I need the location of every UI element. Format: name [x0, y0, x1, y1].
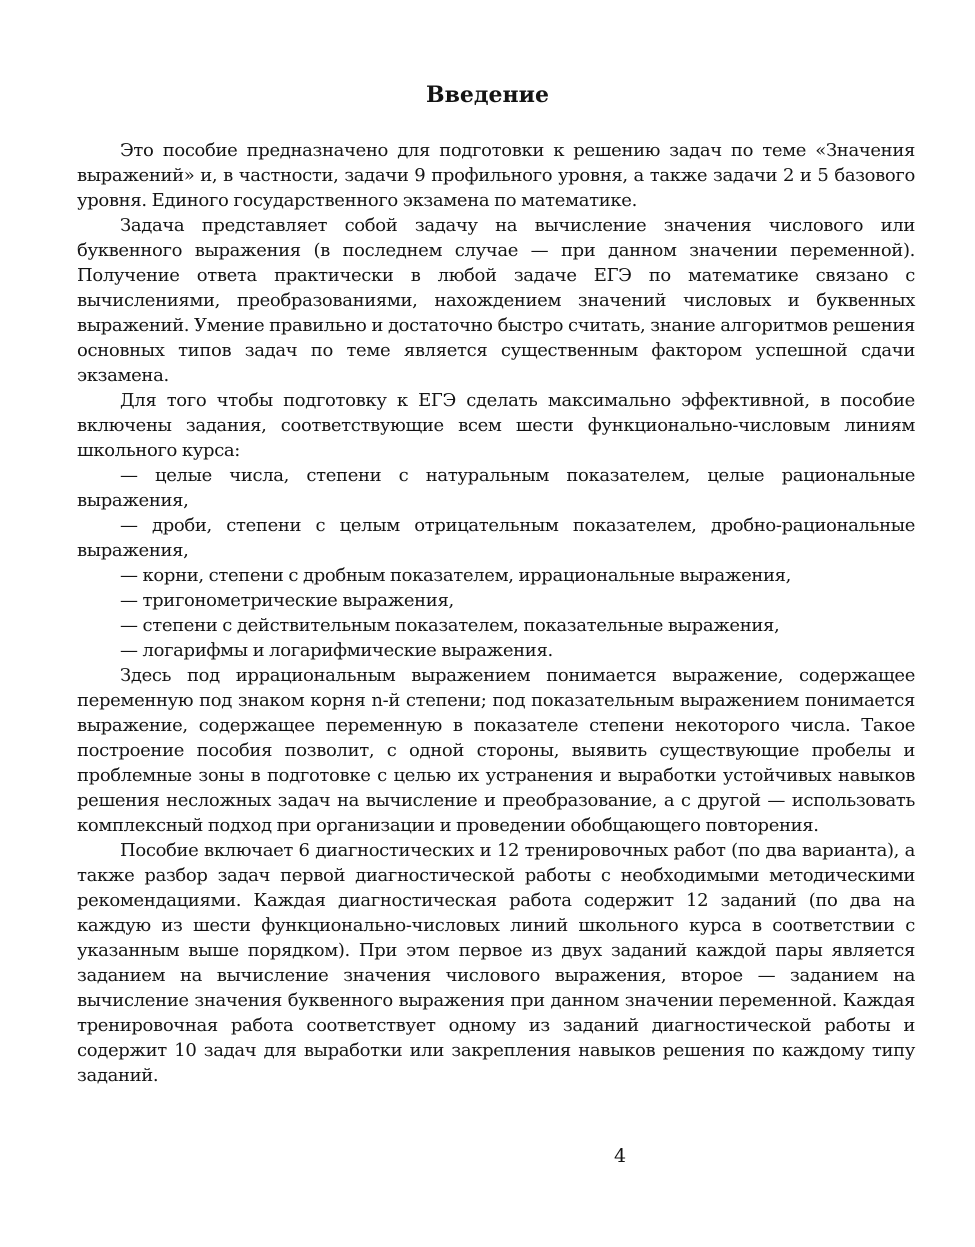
list-item-fractions: — дроби, степени с целым отрицательным показателем, дробно-рациональные выражения, — [77, 515, 915, 561]
paragraph-task-description: Задача представляет собой задачу на вычисление значения числового или буквенного выражения (в последнем случае — при данном значении переменной). Получение ответа практически в любой задаче ЕГЭ по математике связано с вычислениями, преобразованиями, нахождением значений числовых и буквенных выражений. Умение правильно и достаточно быстро считать, знание алгоритмов решения основных типов задач по теме является существенным фактором успешной сдачи экзамена. — [77, 215, 915, 386]
paragraph-structure: Пособие включает 6 диагностических и 12 тренировочных работ (по два варианта), а также разбор задач первой диагностической работы с необходимыми методическими рекомендациями. Каждая диагностическая работа содержит 12 заданий (по два на каждую из шести функционально-числовых линий школьного курса в соответствии с указанным выше порядком). При этом первое из двух заданий каждой пары является заданием на вычисление значения числового выражения, второе — заданием на вычисление значения буквенного выражения при данном значении переменной. Каждая тренировочная работа соответствует одному из заданий диагностической работы и содержит 10 задач для выработки или закрепления навыков решения по каждому типу заданий. — [77, 840, 915, 1086]
list-item-exponential: — степени с действительным показателем, показательные выражения, — [120, 615, 780, 636]
page-number: 4 — [613, 1145, 627, 1167]
list-item-roots: — корни, степени с дробным показателем, иррациональные выражения, — [120, 565, 792, 586]
list-item-trigonometry: — тригонометрические выражения, — [120, 590, 454, 611]
paragraph-intro: Это пособие предназначено для подготовки к решению задач по теме «Значения выражений» и, в частности, задачи 9 профильного уровня, а также задачи 2 и 5 базового уровня. Единого государственного экзамена по математике. — [77, 140, 915, 211]
list-item-integers: — целые числа, степени с натуральным показателем, целые рациональные выражения, — [77, 465, 915, 511]
list-item-logarithms: — логарифмы и логарифмические выражения. — [120, 640, 553, 661]
page-heading: Введение — [426, 82, 549, 108]
paragraph-lines-intro: Для того чтобы подготовку к ЕГЭ сделать максимально эффективной, в пособие включены задания, соответствующие всем шести функционально-числовым линиям школьного курса: — [77, 390, 915, 461]
paragraph-definitions: Здесь под иррациональным выражением понимается выражение, содержащее переменную под знаком корня n-й степени; под показательным выражением понимается выражение, содержащее переменную в показателе степени некоторого числа. Такое построение пособия позволит, с одной стороны, выявить существующие пробелы и проблемные зоны в подготовке с целью их устранения и выработки устойчивых навыков решения несложных задач на вычисление и преобразование, а с другой — использовать комплексный подход при организации и проведении обобщающего повторения. — [77, 665, 915, 836]
body-text — [77, 138, 915, 1088]
